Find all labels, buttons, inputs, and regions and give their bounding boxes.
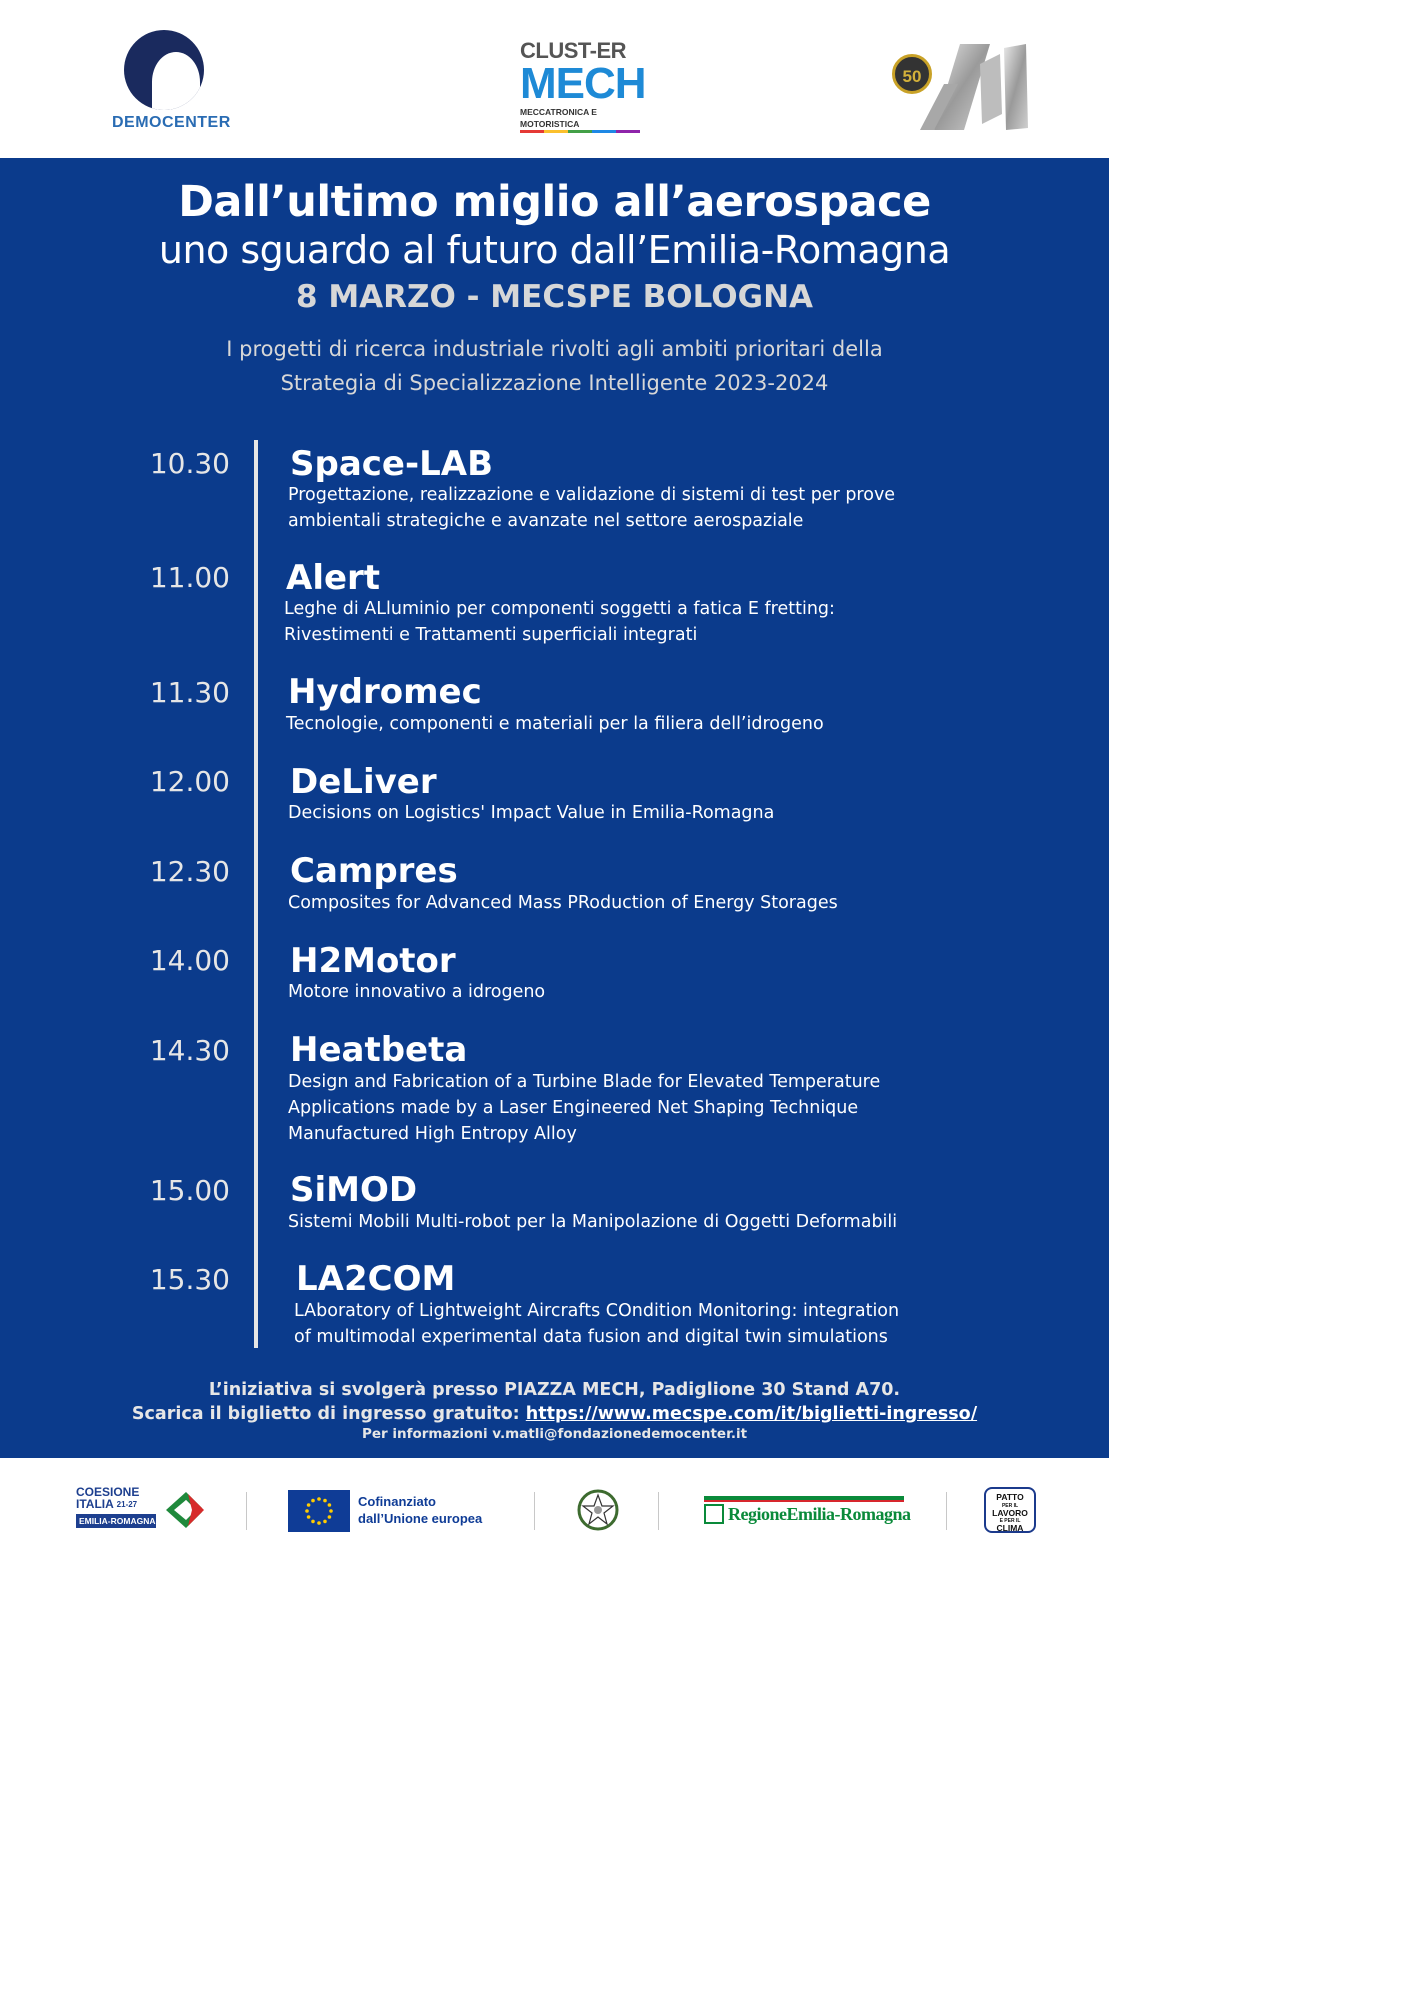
description-line: Design and Fabrication of a Turbine Blade for Elevated Temperature bbox=[288, 1072, 881, 1092]
description-line: Manufactured High Entropy Alloy bbox=[288, 1124, 577, 1144]
patto-lavoro-clima-logo bbox=[984, 1487, 1036, 1533]
separator bbox=[534, 1492, 535, 1530]
project-description bbox=[284, 596, 974, 648]
description-line: of multimodal experimental data fusion and digital twin simulations bbox=[294, 1327, 888, 1347]
project-name: Space-LAB bbox=[290, 444, 493, 484]
eu-text-line: dall’Unione europea bbox=[358, 1511, 483, 1526]
color-stripe bbox=[520, 130, 640, 133]
contact-info: Per informazioni v.matli@fondazionedemocenter.it bbox=[361, 1426, 748, 1442]
mech-text: MECH bbox=[520, 59, 646, 108]
ticket-link[interactable]: https://www.mecspe.com/it/biglietti-ingresso/ bbox=[525, 1404, 978, 1424]
patto-text-line: LAVORO bbox=[992, 1507, 1028, 1518]
event-subtitle: uno sguardo al futuro dall’Emilia-Romagna bbox=[158, 228, 951, 272]
regione-text: RegioneEmilia-Romagna bbox=[728, 1504, 911, 1524]
coesione-period: 21-27 bbox=[116, 1500, 138, 1509]
description-line: LAboratory of Lightweight Aircrafts COndition Monitoring: integration bbox=[294, 1301, 900, 1321]
patto-text-line: PER IL bbox=[1001, 1502, 1019, 1509]
democenter-logo-text: DEMOCENTER bbox=[112, 114, 231, 131]
eu-text-line: Cofinanziato bbox=[358, 1494, 436, 1509]
agenda-time: 11.00 bbox=[149, 561, 230, 594]
democenter-mark-icon bbox=[124, 30, 204, 110]
agenda-time: 15.00 bbox=[149, 1174, 230, 1207]
header-bar bbox=[0, 0, 1109, 158]
description-line: Rivestimenti e Trattamenti superficiali integrati bbox=[284, 625, 698, 645]
agenda-time: 14.30 bbox=[149, 1034, 230, 1067]
description-line: ambientali strategiche e avanzate nel settore aerospaziale bbox=[288, 511, 804, 531]
clust-er-mech-logo bbox=[520, 40, 650, 136]
democenter-logo bbox=[112, 28, 272, 138]
intro-line: I progetti di ricerca industriale rivolti agli ambiti prioritari della bbox=[226, 337, 883, 361]
badge-50-icon: 50 bbox=[892, 54, 932, 94]
regione-mark-icon bbox=[704, 1504, 724, 1524]
description-line: Sistemi Mobili Multi-robot per la Manipolazione di Oggetti Deformabili bbox=[288, 1212, 898, 1232]
project-description bbox=[288, 1209, 978, 1235]
project-description bbox=[288, 800, 978, 826]
eu-cofinanced-logo bbox=[288, 1490, 498, 1532]
event-intro bbox=[0, 332, 1109, 400]
emilia-romagna-bar: EMILIA-ROMAGNA bbox=[76, 1514, 156, 1528]
description-line: Composites for Advanced Mass PRoduction of Energy Storages bbox=[288, 893, 838, 913]
timeline-line bbox=[254, 440, 258, 1348]
venue-info: L’iniziativa si svolgerà presso PIAZZA MECH, Padiglione 30 Stand A70. bbox=[208, 1380, 901, 1400]
project-name: DeLiver bbox=[290, 762, 437, 802]
regione-red-line bbox=[704, 1500, 904, 1502]
description-line: Tecnologie, componenti e materiali per la filiera dell’idrogeno bbox=[286, 714, 824, 734]
project-name: H2Motor bbox=[290, 941, 456, 981]
agenda-time: 14.00 bbox=[149, 944, 230, 977]
project-name: Heatbeta bbox=[290, 1030, 468, 1070]
description-line: Decisions on Logistics' Impact Value in Emilia-Romagna bbox=[288, 803, 775, 823]
patto-text-line: E PER IL bbox=[999, 1518, 1021, 1524]
regione-emilia-romagna-logo bbox=[704, 1496, 911, 1526]
agenda-time: 10.30 bbox=[149, 447, 230, 480]
patto-text-line: PATTO bbox=[996, 1492, 1024, 1502]
description-line: Leghe di ALluminio per componenti soggetti a fatica E fretting: bbox=[284, 599, 835, 619]
event-date: 8 MARZO - MECSPE BOLOGNA bbox=[295, 279, 814, 315]
meccatronica-text: MECCATRONICA E MOTORISTICA bbox=[520, 107, 597, 129]
event-title: Dall’ultimo miglio all’aerospace bbox=[178, 177, 931, 227]
project-name: Hydromec bbox=[288, 672, 482, 712]
intro-line: Strategia di Specializzazione Intelligente 2023-2024 bbox=[280, 371, 829, 395]
patto-text-line: CLIMA bbox=[996, 1523, 1024, 1533]
coesione-arrow-icon bbox=[162, 1488, 206, 1532]
project-name: Alert bbox=[286, 558, 381, 598]
anniversary-50-logo bbox=[890, 44, 1030, 134]
project-name: Campres bbox=[290, 851, 458, 891]
italia-text: ITALIA bbox=[76, 1497, 114, 1511]
metal-letters-icon bbox=[920, 44, 1028, 132]
project-description bbox=[288, 1069, 978, 1147]
agenda-time: 12.00 bbox=[149, 765, 230, 798]
coesione-text: COESIONE bbox=[76, 1485, 140, 1499]
project-description bbox=[288, 979, 978, 1005]
agenda-time: 12.30 bbox=[149, 855, 230, 888]
coesione-italia-logo bbox=[76, 1486, 206, 1534]
italian-republic-emblem-icon bbox=[576, 1488, 620, 1532]
separator bbox=[946, 1492, 947, 1530]
ticket-info bbox=[0, 1402, 1109, 1426]
project-description bbox=[288, 482, 978, 534]
separator bbox=[246, 1492, 247, 1530]
description-line: Applications made by a Laser Engineered Net Shaping Technique bbox=[288, 1098, 859, 1118]
project-description bbox=[288, 890, 978, 916]
project-name: SiMOD bbox=[290, 1170, 418, 1210]
project-description bbox=[294, 1298, 984, 1350]
eu-flag-icon bbox=[288, 1490, 350, 1532]
ticket-prefix: Scarica il biglietto di ingresso gratuito: bbox=[131, 1404, 526, 1424]
description-line: Motore innovativo a idrogeno bbox=[288, 982, 546, 1002]
project-description bbox=[286, 711, 976, 737]
description-line: Progettazione, realizzazione e validazione di sistemi di test per prove bbox=[288, 485, 896, 505]
clust-er-text: CLUST-ER bbox=[520, 38, 626, 63]
agenda-time: 11.30 bbox=[149, 676, 230, 709]
separator bbox=[658, 1492, 659, 1530]
eu-text bbox=[358, 1493, 482, 1527]
project-name: LA2COM bbox=[296, 1259, 456, 1299]
agenda-time: 15.30 bbox=[149, 1263, 230, 1296]
